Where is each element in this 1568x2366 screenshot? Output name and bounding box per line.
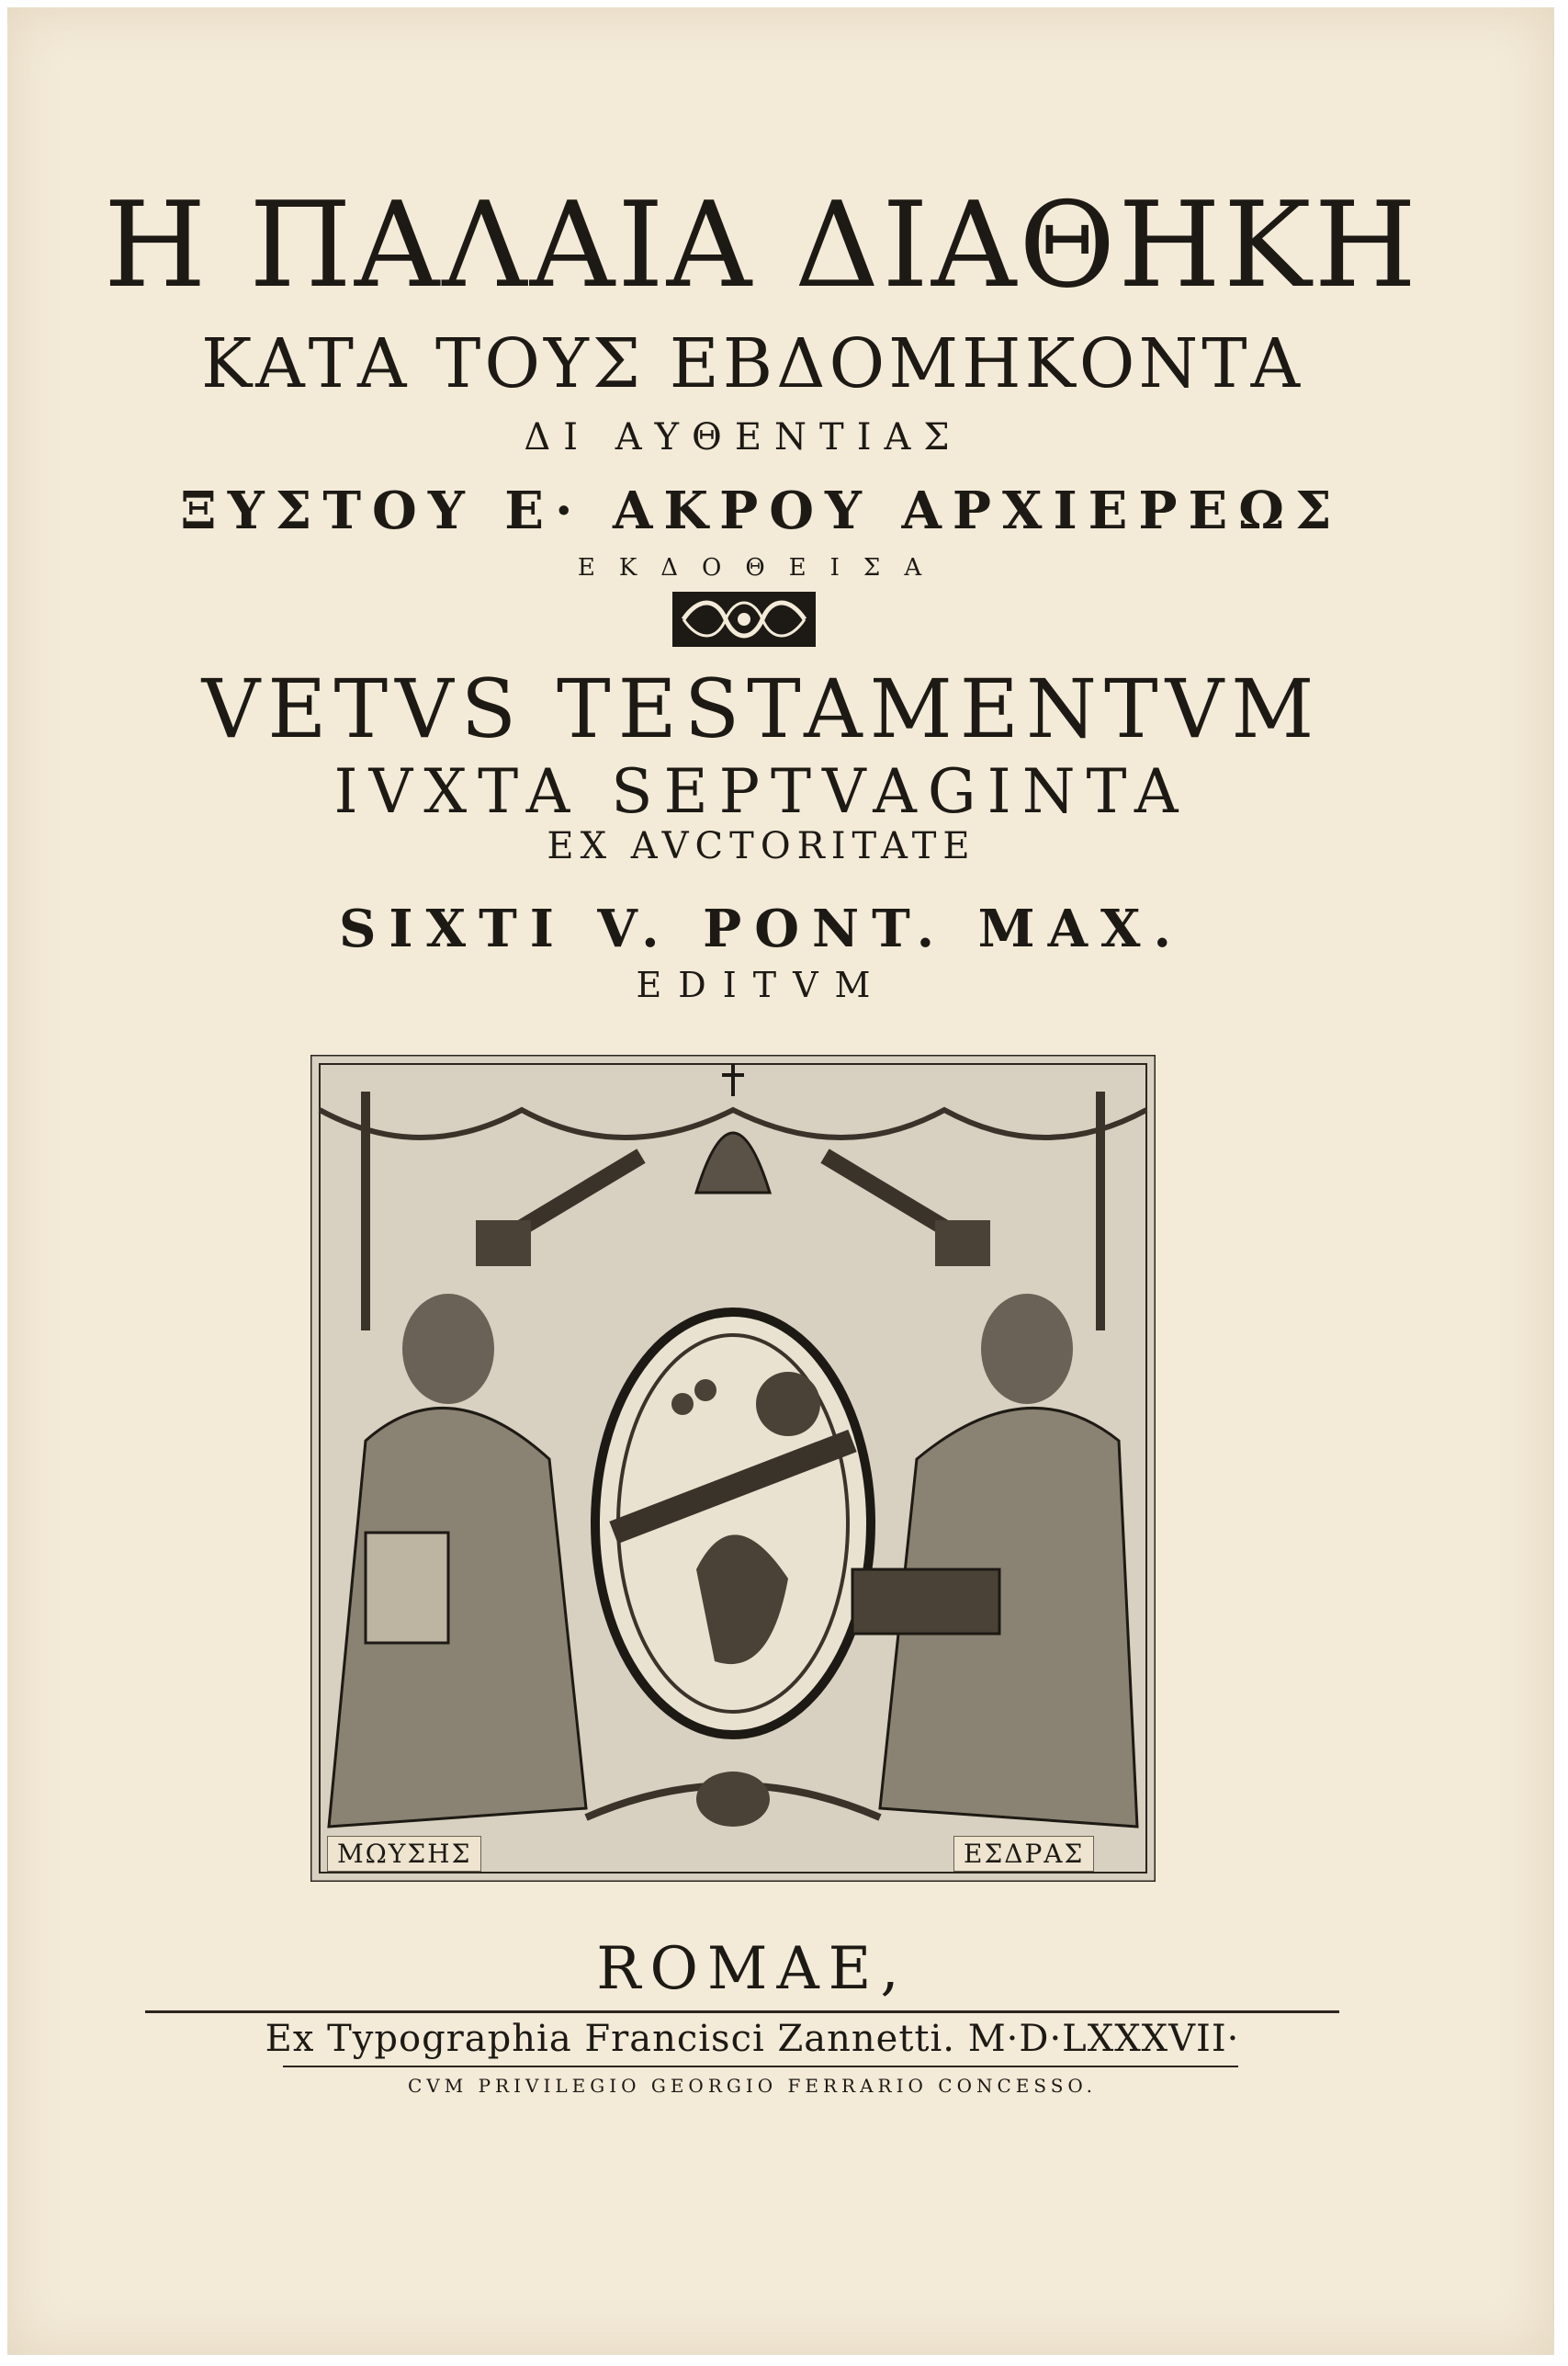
latin-subtitle-line-4: SIXTI V. PONT. MAX.: [338, 899, 1184, 959]
imprint-privilege: CVM PRIVILEGIO GEORGIO FERRARIO CONCESSO.: [408, 2075, 1097, 2097]
latin-subtitle-line-3: EX AVCTORITATE: [547, 825, 976, 867]
ornament-icon: [671, 590, 818, 649]
imprint-rule-bottom: [283, 2066, 1238, 2067]
greek-subtitle-line-5: ΕΚΔΟΘΕΙΣΑ: [577, 554, 946, 582]
label-ezra: ΕΣΔΡΑΣ: [953, 1836, 1094, 1872]
greek-subtitle-line-4: ΞΥΣΤΟΥ Ε· ΑΚΡΟΥ ΑΡΧΙΕΡΕΩΣ: [180, 481, 1343, 541]
imprint-printer: Ex Typographia Francisci Zannetti. M·D·LXXXVII·: [265, 2018, 1240, 2060]
greek-subtitle-line-2: ΚΑΤΑ ΤΟΥΣ ΕΒΔΟΜΗΚΟΝΤΑ: [200, 324, 1304, 403]
greek-subtitle-line-3: ΔΙ ΑΥΘΕΝΤΙΑΣ: [524, 416, 963, 458]
greek-title: Η ΠΑΛΑΙΑ ΔΙΑΘΗΚΗ: [103, 177, 1420, 314]
papal-arms-engraving: [310, 1055, 1156, 1882]
title-page: [7, 7, 1554, 2355]
latin-title: VETVS TESTAMENTVM: [201, 662, 1322, 756]
coat-of-arms-shield-icon: [595, 1312, 871, 1735]
label-moses: ΜΩΥΣΗΣ: [327, 1836, 481, 1872]
latin-subtitle-line-2: IVXTA SEPTVAGINTA: [333, 756, 1190, 827]
imprint-rule-top: [145, 2010, 1339, 2013]
imprint-city: ROMAE,: [596, 1935, 908, 2003]
latin-subtitle-line-5: EDITVM: [636, 965, 887, 1005]
